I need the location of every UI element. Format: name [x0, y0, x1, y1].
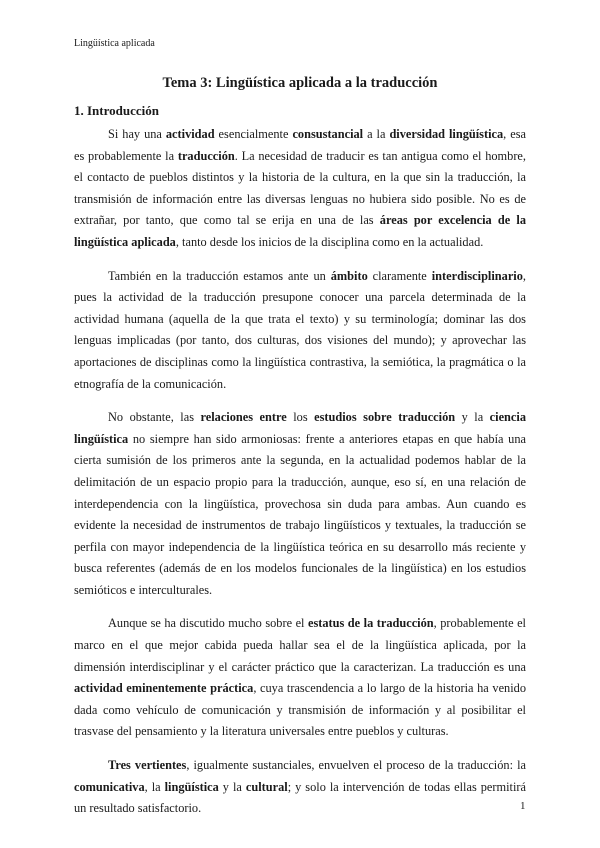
emphasis-text: traducción	[177, 148, 235, 163]
page-number: 1	[520, 800, 526, 812]
emphasis-text: interdisciplinario	[431, 268, 523, 283]
section-heading: 1. Introducción	[74, 103, 159, 118]
emphasis-text: actividad eminentemente práctica	[74, 681, 254, 696]
emphasis-text: comunicativa	[74, 779, 145, 794]
emphasis-text: ámbito	[330, 268, 368, 283]
emphasis-text: estatus de la traducción	[307, 616, 434, 631]
emphasis-text: consustancial	[292, 127, 364, 141]
document-body	[74, 124, 526, 832]
paragraph: También en la traducción estamos ante un ámbito claramente interdisciplinario, pues la actividad de la traducción presupone conocer una parcela determinada de la actividad humana (aquella de la que trata el texto) y su terminología; dominar las dos lenguas implicadas (por tanto, dos culturas, dos visiones del mundo); y aprovechar las aportaciones de disciplinas como la lingüística contrastiva, la semiótica, la pragmática o la etnografía de la comunicación.	[74, 268, 527, 391]
emphasis-text: relaciones entre	[200, 410, 287, 425]
paragraph: Tres vertientes, igualmente sustanciales, envuelven el proceso de la traducción: la comunicativa, la lingüística y la cultural; y solo la intervención de todas ellas permitirá un resultado satisfactorio.	[74, 758, 526, 816]
emphasis-text: cultural	[245, 779, 288, 794]
emphasis-text: estudios sobre traducción	[314, 410, 456, 425]
document-title: Tema 3: Lingüística aplicada a la traducción	[162, 75, 438, 91]
emphasis-text: Tres vertientes	[108, 758, 187, 773]
paragraph: No obstante, las relaciones entre los estudios sobre traducción y la ciencia lingüística no siempre han sido armoniosas: frente a anteriores etapas en que había una cierta sumisión de los primeros ante la segunda, en la actualidad podemos hablar de la delimitación de un espacio propio para la traducción, aunque, eso sí, en una relación de interdependencia con la lingüística, provechosa sin duda para ambas. Aun cuando es evidente la necesidad de instrumentos de trabajo lingüísticos y textuales, la traducción se perfila con mayor independencia de la lingüística teórica en su desarrollo más reciente y busca referentes (además de en los modelos funcionales de la lingüística) en los estudios semióticos e interculturales.	[74, 410, 527, 597]
emphasis-text: lingüística	[164, 779, 219, 794]
emphasis-text: ciencia lingüística	[74, 410, 527, 446]
emphasis-text: diversidad lingüística	[389, 127, 504, 141]
paragraph: Si hay una actividad esencialmente consustancial a la diversidad lingüística, esa es probablemente la traducción. La necesidad de traducir es tan antigua como el hombre, el contacto de pueblos distintos y la historia de la cultura, en la que sin la traducción, la transmisión de información entre las diversas lenguas no hubiera sido posible. No es de extrañar, por tanto, que como tal se erija en una de las áreas por excelencia de la lingüística aplicada, tanto desde los inicios de la disciplina como en la actualidad.	[74, 127, 526, 249]
running-header: Lingüística aplicada	[74, 38, 155, 49]
emphasis-text: áreas por excelencia de la lingüística aplicada	[74, 213, 526, 249]
paragraph: Aunque se ha discutido mucho sobre el estatus de la traducción, probablemente el marco en el que mejor cabida pueda hallar sea el de la lingüística aplicada, por la dimensión interdisciplinar y el carácter práctico que la caracterizan. La traducción es una actividad eminentemente práctica, cuya trascendencia a lo largo de la historia ha venido dada como vehículo de comunicación y transmisión de información y al posibilitar el trasvase del pensamiento y la literatura universales entre pueblos y culturas.	[74, 616, 526, 739]
emphasis-text: actividad	[165, 127, 215, 141]
